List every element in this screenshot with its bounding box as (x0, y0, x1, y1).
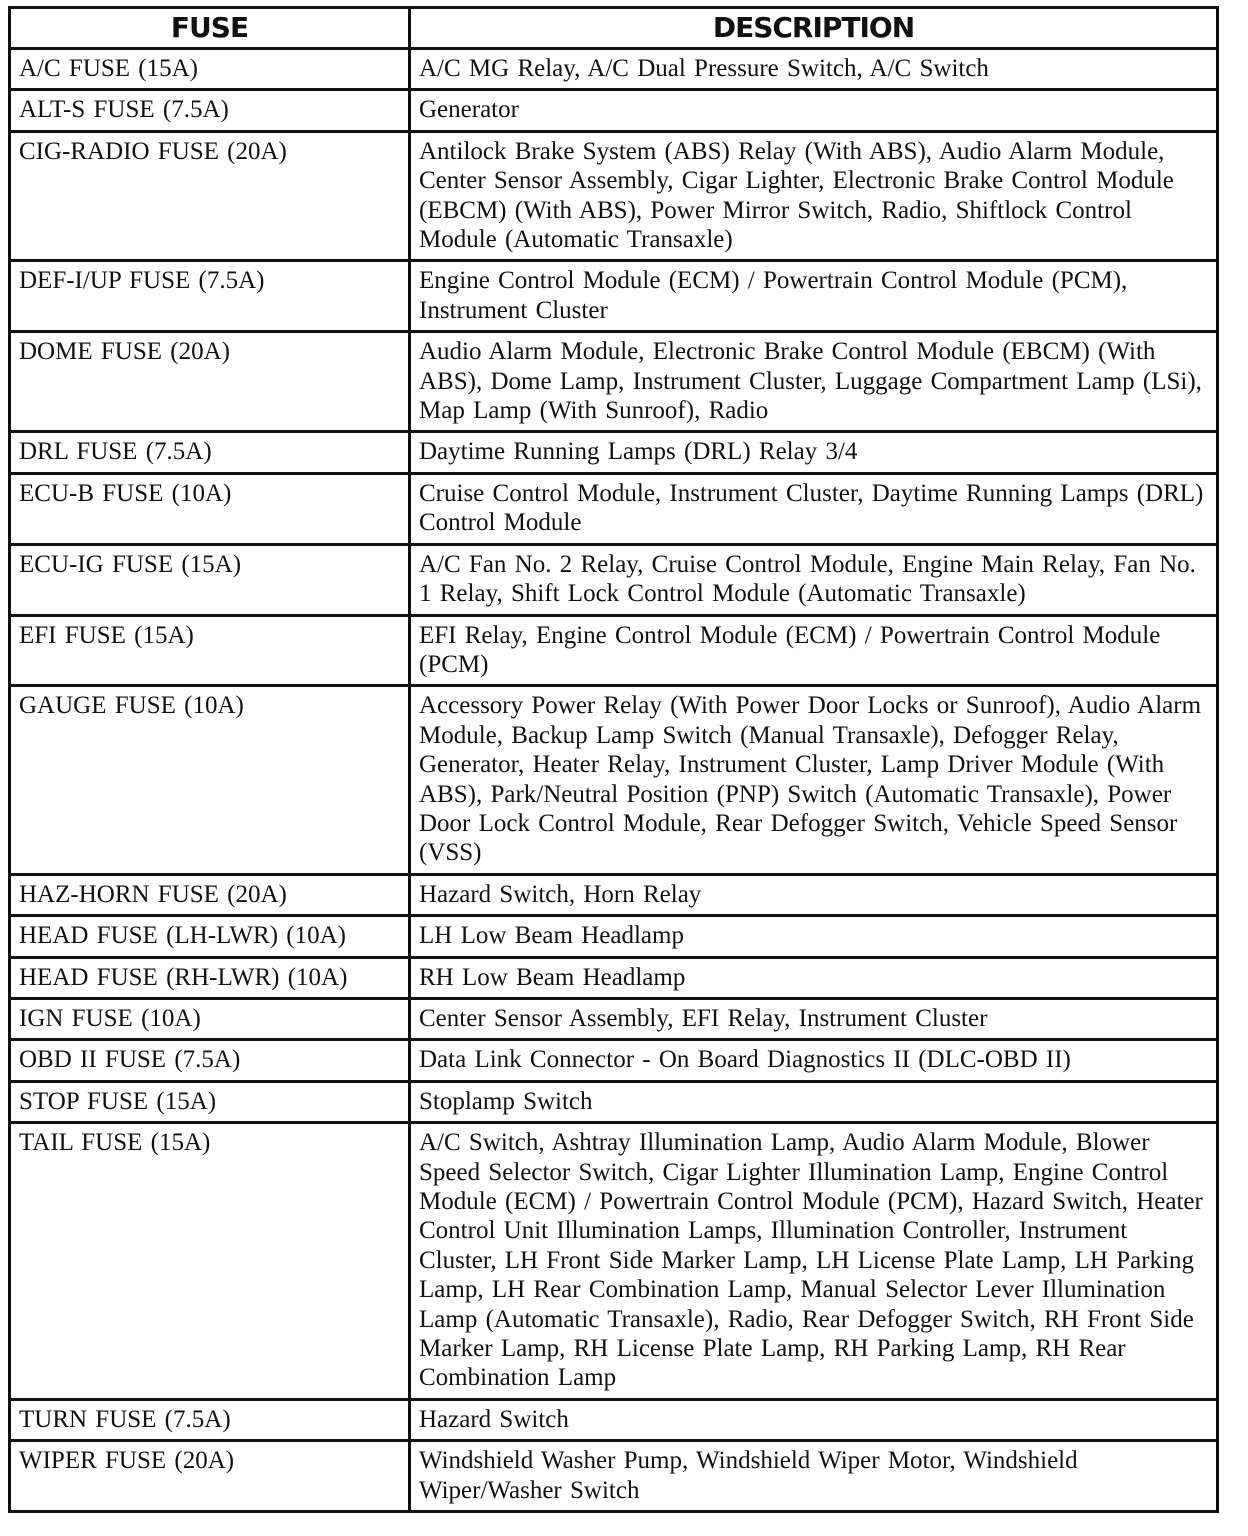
table-row (10, 1123, 1218, 1400)
table-row (10, 957, 1218, 998)
fuse-column-header: FUSE (10, 8, 410, 49)
table-row (10, 473, 1218, 544)
description-cell: LH Low Beam Headlamp (410, 916, 1218, 957)
description-cell: Hazard Switch, Horn Relay (410, 874, 1218, 915)
description-cell: Hazard Switch (410, 1399, 1218, 1440)
fuse-cell: A/C FUSE (15A) (10, 49, 410, 90)
description-cell: RH Low Beam Headlamp (410, 957, 1218, 998)
fuse-cell: GAUGE FUSE (10A) (10, 686, 410, 874)
fuse-cell: DRL FUSE (7.5A) (10, 432, 410, 473)
description-cell: Data Link Connector - On Board Diagnostics II (DLC-OBD II) (410, 1040, 1218, 1081)
description-cell: Engine Control Module (ECM) / Powertrain Control Module (PCM), Instrument Cluster (410, 261, 1218, 332)
table-row (10, 332, 1218, 432)
table-row (10, 544, 1218, 615)
description-cell: EFI Relay, Engine Control Module (ECM) / Powertrain Control Module (PCM) (410, 615, 1218, 686)
table-row (10, 432, 1218, 473)
fuse-cell: ECU-B FUSE (10A) (10, 473, 410, 544)
table-row (10, 1399, 1218, 1440)
description-cell: A/C Fan No. 2 Relay, Cruise Control Module, Engine Main Relay, Fan No. 1 Relay, Shift Lock Control Module (Automatic Transaxle) (410, 544, 1218, 615)
fuse-cell: CIG-RADIO FUSE (20A) (10, 131, 410, 261)
fuse-cell: IGN FUSE (10A) (10, 998, 410, 1039)
fuse-cell: DOME FUSE (20A) (10, 332, 410, 432)
table-row (10, 261, 1218, 332)
fuse-cell: HEAD FUSE (RH-LWR) (10A) (10, 957, 410, 998)
fuse-cell: ALT-S FUSE (7.5A) (10, 90, 410, 131)
table-row (10, 1081, 1218, 1122)
fuse-table (8, 6, 1219, 1513)
description-cell: A/C MG Relay, A/C Dual Pressure Switch, A/C Switch (410, 49, 1218, 90)
description-cell: Antilock Brake System (ABS) Relay (With ABS), Audio Alarm Module, Center Sensor Assembly, Cigar Lighter, Electronic Brake Control Module (EBCM) (With ABS), Power Mirror Switch, Radio, Shiftlock Control Module (Automatic Transaxle) (410, 131, 1218, 261)
table-row (10, 916, 1218, 957)
fuse-table-body (10, 49, 1218, 1512)
fuse-cell: DEF-I/UP FUSE (7.5A) (10, 261, 410, 332)
description-cell: A/C Switch, Ashtray Illumination Lamp, Audio Alarm Module, Blower Speed Selector Switch, Cigar Lighter Illumination Lamp, Engine Control Module (ECM) / Powertrain Control Module (PCM), Hazard Switch, Heater Control Unit Illumination Lamps, Illumination Controller, Instrument Cluster, LH Front Side Marker Lamp, LH License Plate Lamp, LH Parking Lamp, LH Rear Combination Lamp, Manual Selector Lever Illumination Lamp (Automatic Transaxle), Radio, Rear Defogger Switch, RH Front Side Marker Lamp, RH License Plate Lamp, RH Parking Lamp, RH Rear Combination Lamp (410, 1123, 1218, 1400)
header-row (10, 8, 1218, 49)
fuse-cell: ECU-IG FUSE (15A) (10, 544, 410, 615)
table-row (10, 998, 1218, 1039)
description-cell: Cruise Control Module, Instrument Cluster, Daytime Running Lamps (DRL) Control Module (410, 473, 1218, 544)
fuse-cell: HEAD FUSE (LH-LWR) (10A) (10, 916, 410, 957)
table-row (10, 615, 1218, 686)
fuse-cell: TURN FUSE (7.5A) (10, 1399, 410, 1440)
description-cell: Accessory Power Relay (With Power Door Locks or Sunroof), Audio Alarm Module, Backup Lamp Switch (Manual Transaxle), Defogger Relay, Generator, Heater Relay, Instrument Cluster, Lamp Driver Module (With ABS), Park/Neutral Position (PNP) Switch (Automatic Transaxle), Power Door Lock Control Module, Rear Defogger Switch, Vehicle Speed Sensor (VSS) (410, 686, 1218, 874)
description-cell: Generator (410, 90, 1218, 131)
description-cell: Stoplamp Switch (410, 1081, 1218, 1122)
description-cell: Audio Alarm Module, Electronic Brake Control Module (EBCM) (With ABS), Dome Lamp, Instrument Cluster, Luggage Compartment Lamp (LSi), Map Lamp (With Sunroof), Radio (410, 332, 1218, 432)
fuse-cell: TAIL FUSE (15A) (10, 1123, 410, 1400)
table-row (10, 1441, 1218, 1512)
table-row (10, 686, 1218, 874)
description-cell: Windshield Washer Pump, Windshield Wiper Motor, Windshield Wiper/Washer Switch (410, 1441, 1218, 1512)
table-row (10, 1040, 1218, 1081)
fuse-cell: STOP FUSE (15A) (10, 1081, 410, 1122)
fuse-cell: HAZ-HORN FUSE (20A) (10, 874, 410, 915)
description-cell: Daytime Running Lamps (DRL) Relay 3/4 (410, 432, 1218, 473)
description-column-header: DESCRIPTION (410, 8, 1218, 49)
table-row (10, 874, 1218, 915)
fuse-cell: WIPER FUSE (20A) (10, 1441, 410, 1512)
table-row (10, 131, 1218, 261)
table-row (10, 90, 1218, 131)
description-cell: Center Sensor Assembly, EFI Relay, Instrument Cluster (410, 998, 1218, 1039)
fuse-cell: OBD II FUSE (7.5A) (10, 1040, 410, 1081)
fuse-cell: EFI FUSE (15A) (10, 615, 410, 686)
table-row (10, 49, 1218, 90)
